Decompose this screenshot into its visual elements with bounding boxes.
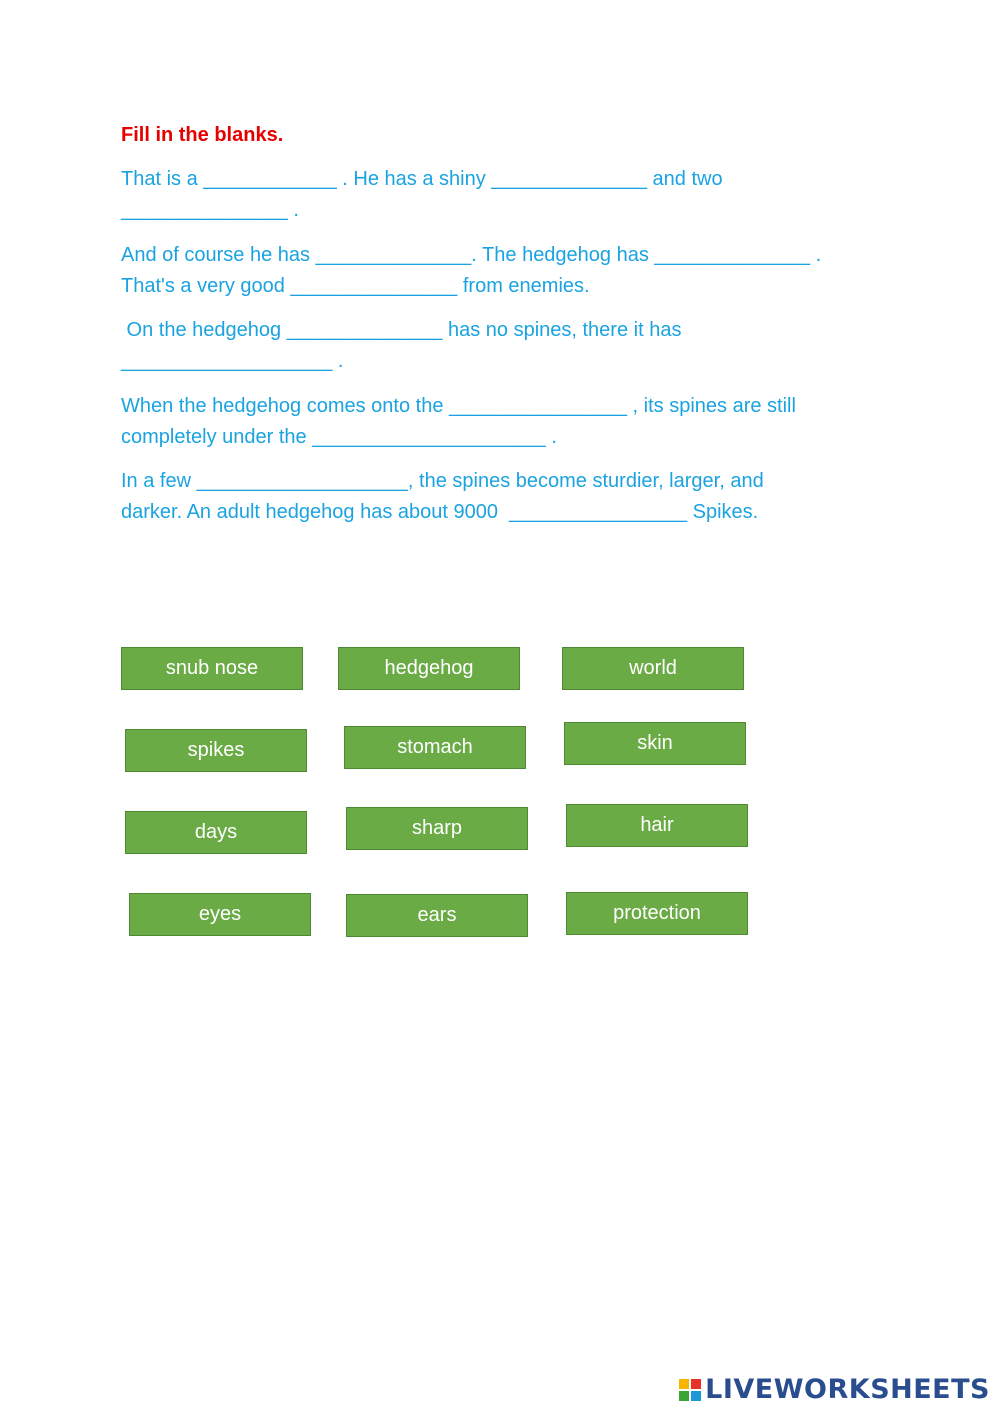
paragraph-line: darker. An adult hedgehog has about 9000 ________________ Spikes. — [121, 501, 759, 523]
exercise-paragraph-1 — [121, 164, 881, 226]
paragraph-line: In a few ___________________, the spines become sturdier, larger, and — [121, 470, 764, 492]
logo-square-icon — [691, 1391, 701, 1401]
word-chip-hedgehog[interactable]: hedgehog — [338, 647, 520, 690]
word-chip-spikes[interactable]: spikes — [125, 729, 307, 772]
instruction-heading: Fill in the blanks. — [121, 124, 284, 146]
liveworksheets-grid-icon — [679, 1379, 701, 1401]
exercise-paragraph-3 — [121, 315, 881, 377]
word-chip-sharp[interactable]: sharp — [346, 807, 528, 850]
word-chip-protection[interactable]: protection — [566, 892, 748, 935]
logo-square-icon — [679, 1391, 689, 1401]
paragraph-line: completely under the _____________________ . — [121, 426, 557, 448]
exercise-paragraph-5 — [121, 466, 881, 528]
paragraph-line: That's a very good _______________ from enemies. — [121, 275, 590, 297]
word-chip-stomach[interactable]: stomach — [344, 726, 526, 769]
word-chip-hair[interactable]: hair — [566, 804, 748, 847]
liveworksheets-logo — [679, 1374, 990, 1405]
word-chip-snub-nose[interactable]: snub nose — [121, 647, 303, 690]
paragraph-line: And of course he has ______________. The hedgehog has ______________ . — [121, 244, 822, 266]
exercise-paragraph-4 — [121, 391, 881, 453]
logo-square-icon — [679, 1379, 689, 1389]
paragraph-line: On the hedgehog ______________ has no spines, there it has — [121, 319, 682, 341]
paragraph-line: _______________ . — [121, 199, 299, 221]
word-chip-eyes[interactable]: eyes — [129, 893, 311, 936]
logo-square-icon — [691, 1379, 701, 1389]
exercise-paragraph-2 — [121, 240, 881, 302]
word-chip-ears[interactable]: ears — [346, 894, 528, 937]
logo-text: LIVEWORKSHEETS — [705, 1374, 990, 1405]
word-chip-days[interactable]: days — [125, 811, 307, 854]
word-chip-skin[interactable]: skin — [564, 722, 746, 765]
paragraph-line: When the hedgehog comes onto the ________________ , its spines are still — [121, 395, 796, 417]
word-chip-world[interactable]: world — [562, 647, 744, 690]
paragraph-line: ___________________ . — [121, 350, 344, 372]
paragraph-line: That is a ____________ . He has a shiny ______________ and two — [121, 168, 723, 190]
